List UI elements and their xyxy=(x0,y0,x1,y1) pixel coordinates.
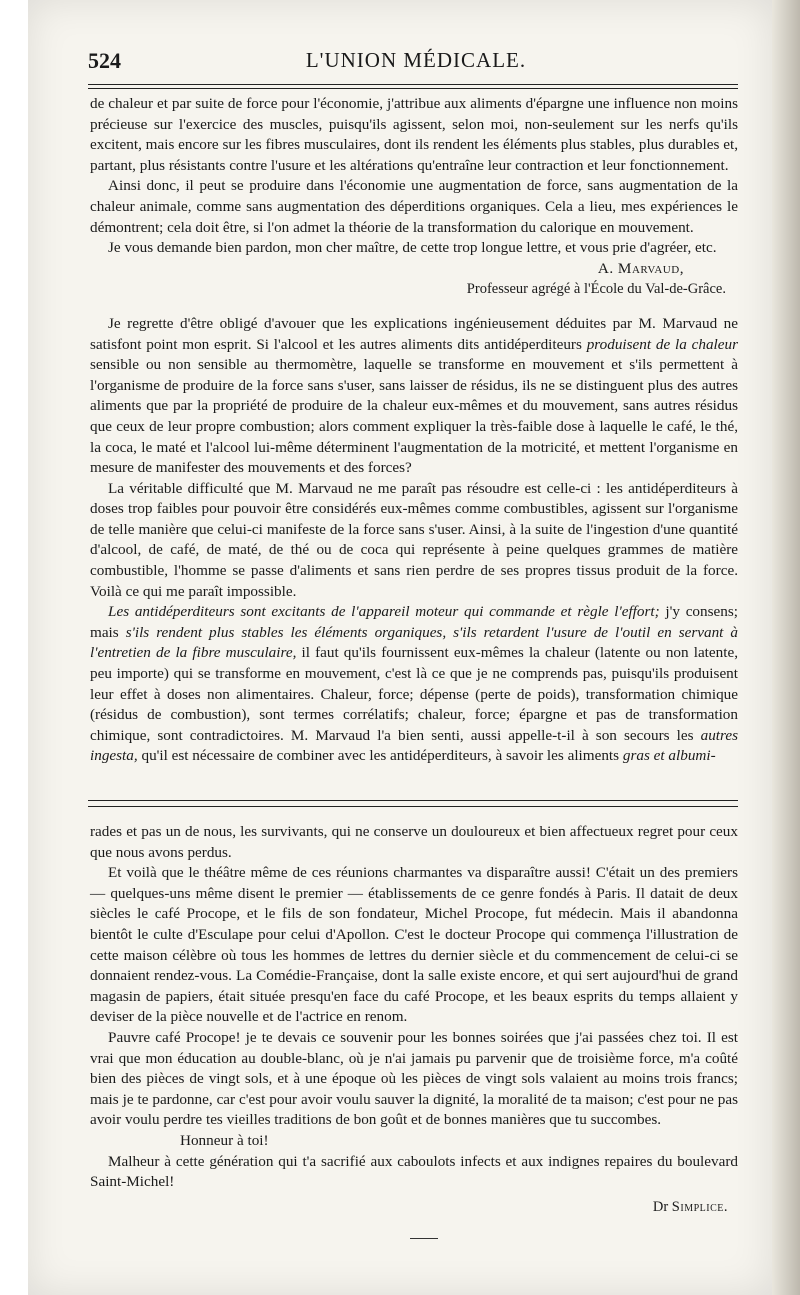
running-title: L'UNION MÉDICALE. xyxy=(305,48,527,72)
page-edge xyxy=(772,0,800,1295)
page-header xyxy=(88,44,744,80)
feuilleton-rule xyxy=(88,800,738,801)
header-rule-thin xyxy=(88,88,738,89)
signature-name: A. Marvaud, xyxy=(597,259,684,277)
feuilleton-paragraph: Honneur à toi! xyxy=(180,1131,269,1149)
response-paragraph: Je regrette d'être obligé d'avouer que les explications ingénieusement déduites par M. Marvaud ne satisfont point mon esprit. Si l'alcool et les autres aliments dits antidéperditeurs produisent de la chaleur sensible ou non sensible au thermomètre, laquelle se transforme en mouvement et s'ils permettent à l'organisme de produire de la force sans s'user, sans laisser de résidus, ils ne se distinguent plus des autres aliments que par la propriété de produire de la chaleur eux-mêmes et du mouvement, sans autres résidus que ceux de leur propre combustion; alors comment expliquer la très-faible dose à laquelle le café, le thé, la coca, le maté et l'alcool lui-même déterminent l'augmentation de la motricité, et mettent l'organisme en mesure de manifester des mouvements et des forces? xyxy=(90,314,738,477)
article-paragraph: Ainsi donc, il peut se produire dans l'économie une augmentation de force, sans augmentation de la chaleur animale, comme sans augmentation des déperditions organiques. Cela a lieu, mes expériences le démontrent; cela doit être, si l'on admet la théorie de la transformation du calorique en mouvement. xyxy=(90,177,738,236)
page-number: 524 xyxy=(88,48,121,73)
end-rule xyxy=(410,1238,438,1239)
article-body xyxy=(90,94,738,767)
article-paragraph: de chaleur et par suite de force pour l'économie, j'attribue aux aliments d'épargne une influence non moins précieuse sur l'exercice des muscles, puisqu'ils agissent, selon moi, non-seulement sur les nerfs qu'ils excitent, mais encore sur les fibres musculaires, dont ils rendent les éléments plus stables, plus durables et, partant, plus résistants contre l'usure et les altérations qu'entraîne leur contraction et leur fonctionnement. xyxy=(90,95,738,174)
feuilleton-paragraph: Pauvre café Procope! je te devais ce souvenir pour les bonnes soirées que j'ai passées chez toi. Il est vrai que mon éducation au double-blanc, où je n'ai jamais pu parvenir que de troisième force, m'a coûté bien des pièces de vingt sols, et à une époque où les pièces de vingt sols valaient au moins trois francs; mais je te pardonne, car c'est pour avoir voulu sauver la dignité, la moralité de ta maison; c'est pour ne pas avoir voulu perdre tes vieilles traditions de bon goût et de bonnes manières que tu succombes. xyxy=(90,1028,738,1129)
feuilleton-paragraph: rades et pas un de nous, les survivants, qui ne conserve un douloureux et bien affectueux regret pour ceux que nous avons perdus. xyxy=(90,823,738,861)
article-paragraph: Je vous demande bien pardon, mon cher maître, de cette trop longue lettre, et vous prie d'agréer, etc. xyxy=(108,239,717,257)
feuilleton-signature: Dr Simplice. xyxy=(652,1198,728,1215)
header-rule xyxy=(88,84,738,85)
feuilleton-rule-thin xyxy=(88,806,738,807)
feuilleton-paragraph: Malheur à cette génération qui t'a sacrifié aux caboulots infects et aux indignes repaires du boulevard Saint-Michel! xyxy=(90,1152,738,1191)
response-paragraph: Les antidéperditeurs sont excitants de l'appareil moteur qui commande et règle l'effort; j'y consens; mais s'ils rendent plus stables les éléments organiques, s'ils retardent l'usure de l'outil en servant à l'entretien de la fibre musculaire, il faut qu'ils fournissent eux-mêmes la chaleur (latente ou non latente, peu importe) qui se transforme en mouvement, c'est là ce que je ne comprends pas, puisqu'ils produisent leur effet à doses non alimentaires. Chaleur, force; dépense (perte de poids), transformation chimique (résidus de combustion), sont termes corrélatifs; chaleur, force; épargne et pas de transformation chimique, sont contradictoires. M. Marvaud l'a bien senti, aussi appelle-t-il à son secours les autres ingesta, qu'il est nécessaire de combiner avec les antidéperditeurs, à savoir les aliments gras et albumi- xyxy=(90,603,738,765)
feuilleton-paragraph: Et voilà que le théâtre même de ces réunions charmantes va disparaître aussi! C'était un des premiers — quelques-uns même disent le premier — établissements de ce genre fondés à Paris. Il datait de deux siècles le café Procope, et le fils de son fondateur, Michel Procope, fut médecin. Mais il abandonna bientôt le culte d'Esculape pour celui d'Apollon. C'est le docteur Procope qui commença l'illustration de cette maison célèbre où tous les hommes de lettres du dernier siècle et du commencement de celui-ci se donnaient rendez-vous. La Comédie-Française, dont la salle existe encore, et qui sert aujourd'hui de grand magasin de papiers, était située presqu'en face du café Procope, et les beaux esprits du temps allaient y deviser de la pièce nouvelle et de l'actrice en renom. xyxy=(90,864,738,1026)
response-paragraph: La véritable difficulté que M. Marvaud ne me paraît pas résoudre est celle-ci : les antidéperditeurs à doses trop faibles pour pouvoir être considérés eux-mêmes comme combustibles, agissent sur l'organisme de telle manière que celui-ci manifeste de la force sans s'user. Ainsi, à la suite de l'ingestion d'une quantité d'alcool, de café, de maté, de thé ou de coca qui représente à peine quelques grammes de matière combustible, l'homme se passe d'aliments et sans rien perdre de ses propres tissus produit de la force. Voilà ce qui me paraît impossible. xyxy=(90,479,738,600)
feuilleton-body xyxy=(90,822,738,1217)
signature-title: Professeur agrégé à l'École du Val-de-Grâce. xyxy=(466,281,726,298)
